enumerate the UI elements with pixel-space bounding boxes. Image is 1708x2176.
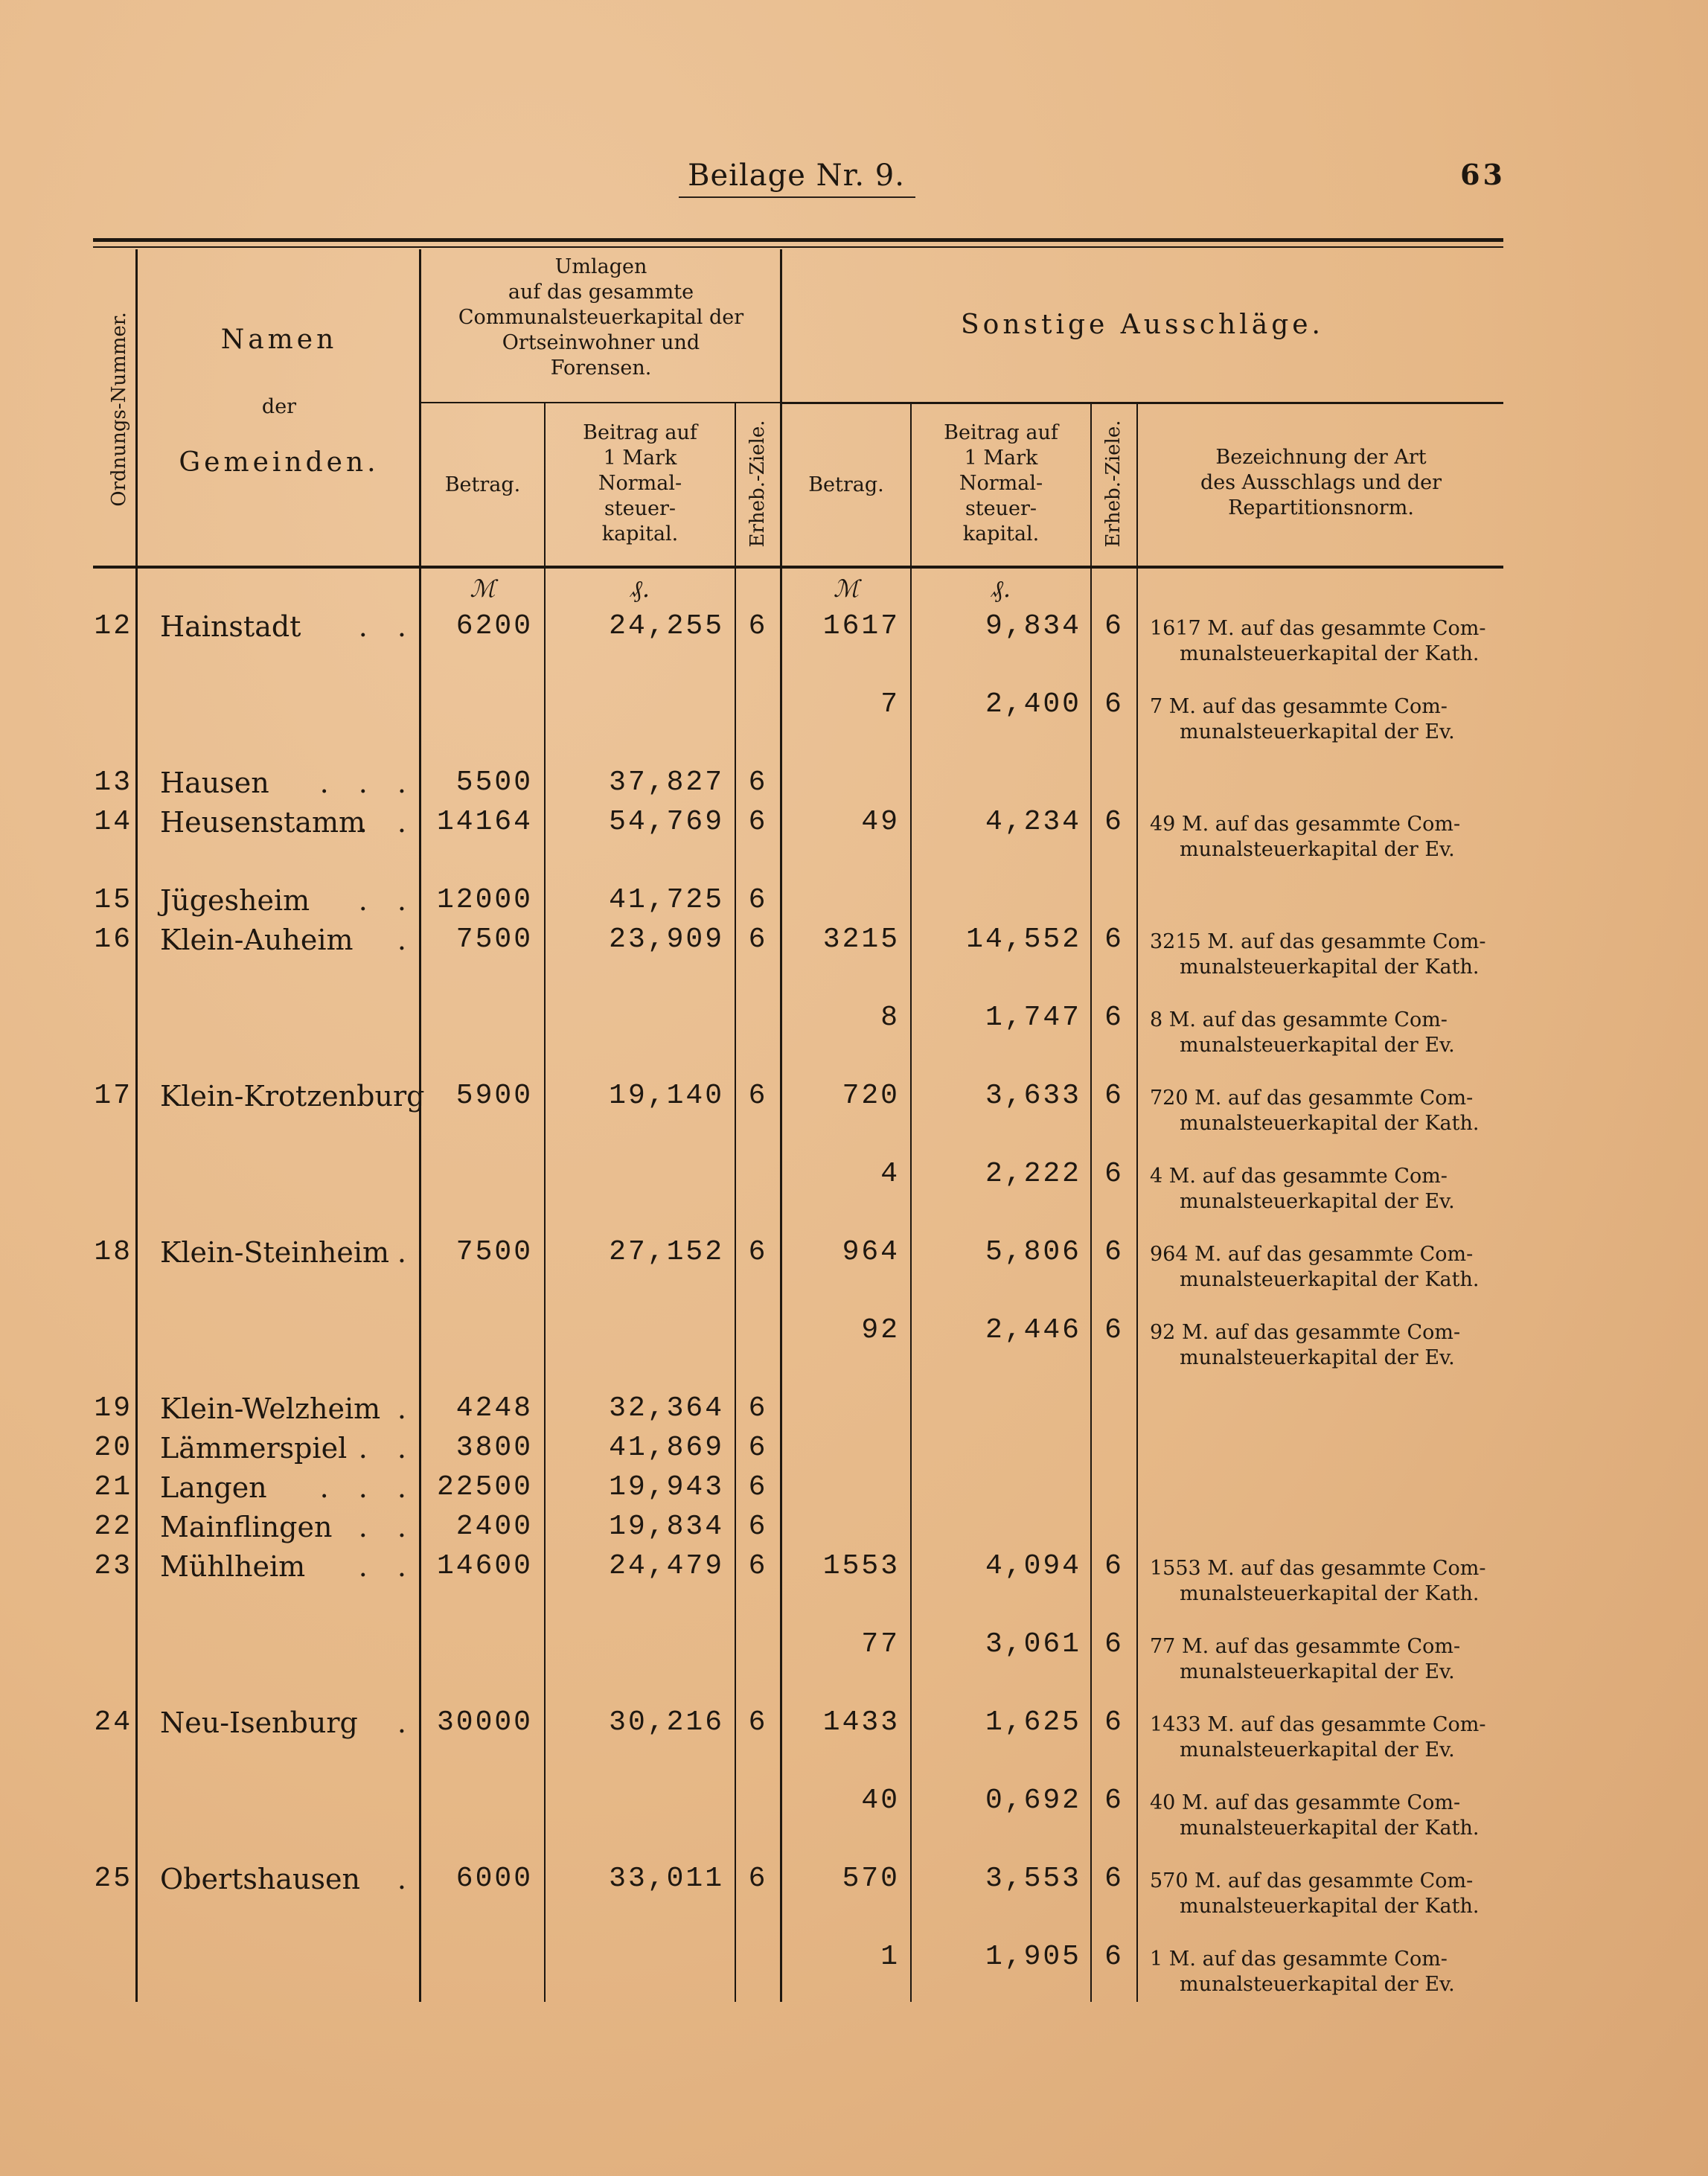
sub-beitrag-right-l1: Beitrag auf <box>944 421 1058 444</box>
description-line-2: munalsteuerkapital der Ev. <box>1180 720 1455 743</box>
sub-beitrag-left-l4: steuer- <box>604 497 677 520</box>
row-number: 25 <box>94 1863 132 1895</box>
community-name: Jügesheim <box>160 884 310 917</box>
description-line-2: munalsteuerkapital der Kath. <box>1180 1112 1480 1135</box>
leader-dots: . . . <box>319 767 417 799</box>
description-line-2: munalsteuerkapital der Kath. <box>1180 1582 1480 1605</box>
description-line-2: munalsteuerkapital der Kath. <box>1180 956 1480 979</box>
umlagen-line4: Ortseinwohner und <box>502 331 700 354</box>
sonstige-beitrag: 1,905 <box>985 1941 1081 1973</box>
sonstige-beitrag: 9,834 <box>985 610 1081 642</box>
umlage-betrag: 14164 <box>436 806 533 838</box>
leader-dots: . . <box>358 1432 417 1465</box>
title-underline <box>679 196 915 198</box>
ausschlag-description <box>1150 1947 1500 1997</box>
umlage-betrag: 6200 <box>455 610 533 642</box>
umlagen-line2: auf das gesammte <box>508 281 694 304</box>
sonstige-betrag: 77 <box>861 1628 900 1660</box>
umlage-beitrag: 19,834 <box>609 1511 724 1543</box>
description-line-1: 1433 M. auf das gesammte Com- <box>1150 1713 1486 1736</box>
sonstige-erheb-ziele: 6 <box>1104 1158 1124 1190</box>
top-rule-thin <box>93 246 1503 248</box>
sonstige-beitrag: 3,553 <box>985 1863 1081 1895</box>
community-name: Mühlheim <box>160 1550 306 1583</box>
sonstige-betrag: 1433 <box>822 1706 900 1738</box>
header-sonstige-group: Sonstige Ausschläge. <box>960 310 1325 340</box>
description-line-2: munalsteuerkapital der Ev. <box>1180 1738 1455 1761</box>
header-names-line1: Namen <box>220 324 338 355</box>
unit-mark-right: ℳ <box>833 575 860 603</box>
description-line-1: 49 M. auf das gesammte Com- <box>1150 813 1461 836</box>
umlage-beitrag: 19,140 <box>609 1080 724 1112</box>
unit-mark-left: ℳ <box>470 575 496 603</box>
description-line-2: munalsteuerkapital der Kath. <box>1180 1817 1480 1840</box>
umlagen-line3: Communalsteuerkapital der <box>458 306 744 329</box>
leader-dots: . <box>397 1392 417 1425</box>
leader-dots: . . . <box>319 1471 417 1504</box>
sonstige-betrag: 7 <box>880 688 900 720</box>
umlage-beitrag: 24,255 <box>609 610 724 642</box>
sonstige-beitrag: 1,747 <box>985 1002 1081 1034</box>
description-line-2: munalsteuerkapital der Ev. <box>1180 1346 1455 1369</box>
community-name: Heusenstamm <box>160 806 366 839</box>
leader-dots: . . <box>358 884 417 917</box>
page-title: Beilage Nr. 9. <box>688 159 905 193</box>
sonstige-betrag: 40 <box>861 1785 900 1817</box>
sonstige-erheb-ziele: 6 <box>1104 1785 1124 1817</box>
umlage-beitrag: 37,827 <box>609 767 724 799</box>
umlage-betrag: 6000 <box>455 1863 533 1895</box>
sub-betrag-left: Betrag. <box>444 473 521 496</box>
umlage-beitrag: 33,011 <box>609 1863 724 1895</box>
row-number: 12 <box>94 610 132 642</box>
umlage-betrag: 5500 <box>455 767 533 799</box>
sonstige-erheb-ziele: 6 <box>1104 1002 1124 1034</box>
ausschlag-description <box>1150 1242 1500 1293</box>
umlage-erheb-ziele: 6 <box>748 1080 768 1112</box>
sonstige-beitrag: 14,552 <box>966 924 1081 956</box>
sub-beitrag-right-l5: kapital. <box>962 522 1040 545</box>
ausschlag-description <box>1150 1869 1500 1919</box>
header-order-number: Ordnungs-Nummer. <box>108 312 130 507</box>
row-number: 19 <box>94 1392 132 1424</box>
umlage-betrag: 14600 <box>436 1550 533 1582</box>
community-name: Lämmerspiel <box>160 1432 348 1465</box>
sonstige-beitrag: 2,400 <box>985 688 1081 720</box>
umlage-beitrag: 41,869 <box>609 1432 724 1464</box>
umlage-betrag: 4248 <box>455 1392 533 1424</box>
sonstige-beitrag: 3,061 <box>985 1628 1081 1660</box>
header-names-line3: Gemeinden. <box>179 447 380 478</box>
leader-dots: . <box>397 1863 417 1895</box>
unit-pf-left: ₰. <box>630 575 650 603</box>
description-line-2: munalsteuerkapital der Ev. <box>1180 1660 1455 1683</box>
umlage-betrag: 2400 <box>455 1511 533 1543</box>
umlagen-line5: Forensen. <box>550 356 652 380</box>
umlage-beitrag: 19,943 <box>609 1471 724 1503</box>
row-number: 21 <box>94 1471 132 1503</box>
sonstige-beitrag: 3,633 <box>985 1080 1081 1112</box>
row-number: 20 <box>94 1432 132 1464</box>
sonstige-betrag: 3215 <box>822 924 900 956</box>
description-line-2: munalsteuerkapital der Ev. <box>1180 1034 1455 1057</box>
sonstige-erheb-ziele: 6 <box>1104 1706 1124 1738</box>
leader-dots: . . <box>358 610 417 643</box>
umlage-beitrag: 24,479 <box>609 1550 724 1582</box>
ausschlag-description <box>1150 1008 1500 1058</box>
description-line-2: munalsteuerkapital der Ev. <box>1180 1190 1455 1213</box>
umlage-erheb-ziele: 6 <box>748 767 768 799</box>
umlage-betrag: 30000 <box>436 1706 533 1738</box>
umlage-beitrag: 30,216 <box>609 1706 724 1738</box>
sonstige-betrag: 4 <box>880 1158 900 1190</box>
description-line-1: 92 M. auf das gesammte Com- <box>1150 1321 1461 1344</box>
ausschlag-description <box>1150 929 1500 980</box>
subheader-rule-right <box>781 402 1503 404</box>
sonstige-beitrag: 1,625 <box>985 1706 1081 1738</box>
community-name: Hausen <box>160 767 269 799</box>
umlage-erheb-ziele: 6 <box>748 1863 768 1895</box>
umlage-betrag: 7500 <box>455 1236 533 1268</box>
row-number: 24 <box>94 1706 132 1738</box>
sonstige-erheb-ziele: 6 <box>1104 1941 1124 1973</box>
description-line-1: 77 M. auf das gesammte Com- <box>1150 1635 1461 1658</box>
sonstige-betrag: 1617 <box>822 610 900 642</box>
community-name: Neu-Isenburg <box>160 1706 358 1739</box>
leader-dots: . . <box>358 1550 417 1583</box>
subheader-rule-left <box>420 402 781 403</box>
sub-beitrag-right-l4: steuer- <box>965 497 1037 520</box>
sonstige-erheb-ziele: 6 <box>1104 688 1124 720</box>
sonstige-beitrag: 4,094 <box>985 1550 1081 1582</box>
row-number: 13 <box>94 767 132 799</box>
row-number: 16 <box>94 924 132 956</box>
description-line-1: 40 M. auf das gesammte Com- <box>1150 1791 1461 1814</box>
sub-beitrag-left-l5: kapital. <box>601 522 679 545</box>
sonstige-betrag: 8 <box>880 1002 900 1034</box>
umlage-erheb-ziele: 6 <box>748 1471 768 1503</box>
description-line-1: 1553 M. auf das gesammte Com- <box>1150 1557 1486 1580</box>
col-line-8 <box>1136 402 1138 2002</box>
row-number: 22 <box>94 1511 132 1543</box>
umlage-erheb-ziele: 6 <box>748 884 768 916</box>
umlage-betrag: 5900 <box>455 1080 533 1112</box>
sonstige-erheb-ziele: 6 <box>1104 806 1124 838</box>
row-number: 17 <box>94 1080 132 1112</box>
community-name: Klein-Krotzenburg <box>160 1080 425 1113</box>
ausschlag-description <box>1150 812 1500 863</box>
umlage-erheb-ziele: 6 <box>748 1236 768 1268</box>
ausschlag-description <box>1150 1712 1500 1763</box>
sub-beitrag-left-l3: Normal- <box>598 472 682 495</box>
leader-dots: . . <box>358 1511 417 1543</box>
sub-bezeichnung-l1: Bezeichnung der Art <box>1215 446 1427 469</box>
sonstige-betrag: 92 <box>861 1314 900 1346</box>
umlage-erheb-ziele: 6 <box>748 1511 768 1543</box>
umlage-beitrag: 41,725 <box>609 884 724 916</box>
umlage-betrag: 3800 <box>455 1432 533 1464</box>
community-name: Klein-Steinheim <box>160 1236 390 1269</box>
sonstige-erheb-ziele: 6 <box>1104 1628 1124 1660</box>
sub-beitrag-right-l2: 1 Mark <box>964 447 1038 470</box>
sonstige-betrag: 720 <box>842 1080 900 1112</box>
sonstige-erheb-ziele: 6 <box>1104 1863 1124 1895</box>
description-line-1: 964 M. auf das gesammte Com- <box>1150 1243 1474 1266</box>
sub-betrag-right: Betrag. <box>808 473 884 496</box>
leader-dots: . <box>397 1236 417 1269</box>
sonstige-betrag: 49 <box>861 806 900 838</box>
sub-beitrag-right-l3: Normal- <box>959 472 1043 495</box>
umlagen-line1: Umlagen <box>554 255 647 278</box>
umlage-erheb-ziele: 6 <box>748 610 768 642</box>
sonstige-beitrag: 4,234 <box>985 806 1081 838</box>
description-line-2: munalsteuerkapital der Ev. <box>1180 1973 1455 1996</box>
umlage-erheb-ziele: 6 <box>748 1550 768 1582</box>
description-line-1: 7 M. auf das gesammte Com- <box>1150 695 1448 718</box>
description-line-1: 3215 M. auf das gesammte Com- <box>1150 930 1486 953</box>
header-bottom-rule <box>93 566 1503 569</box>
ausschlag-description <box>1150 1320 1500 1371</box>
sonstige-betrag: 570 <box>842 1863 900 1895</box>
description-line-2: munalsteuerkapital der Ev. <box>1180 838 1455 861</box>
umlage-erheb-ziele: 6 <box>748 806 768 838</box>
sub-erheb-right: Erheb.-Ziele. <box>1102 420 1125 548</box>
description-line-1: 1 M. auf das gesammte Com- <box>1150 1948 1448 1971</box>
sub-erheb-left: Erheb.-Ziele. <box>746 420 769 548</box>
umlage-beitrag: 27,152 <box>609 1236 724 1268</box>
description-line-1: 1617 M. auf das gesammte Com- <box>1150 617 1486 640</box>
sonstige-erheb-ziele: 6 <box>1104 1550 1124 1582</box>
ausschlag-description <box>1150 1634 1500 1685</box>
sonstige-betrag: 964 <box>842 1236 900 1268</box>
ausschlag-description <box>1150 694 1500 745</box>
row-number: 15 <box>94 884 132 916</box>
ausschlag-description <box>1150 616 1500 667</box>
row-number: 23 <box>94 1550 132 1582</box>
umlage-beitrag: 23,909 <box>609 924 724 956</box>
umlage-beitrag: 32,364 <box>609 1392 724 1424</box>
community-name: Langen <box>160 1471 267 1504</box>
sonstige-erheb-ziele: 6 <box>1104 924 1124 956</box>
description-line-2: munalsteuerkapital der Kath. <box>1180 1895 1480 1918</box>
row-number: 18 <box>94 1236 132 1268</box>
sonstige-beitrag: 2,446 <box>985 1314 1081 1346</box>
sonstige-erheb-ziele: 6 <box>1104 1314 1124 1346</box>
community-name: Mainflingen <box>160 1511 333 1543</box>
unit-pf-right: ₰. <box>991 575 1011 603</box>
col-line-5 <box>780 249 782 2002</box>
header-names-line2: der <box>261 395 297 418</box>
col-line-2 <box>419 249 421 2002</box>
umlage-betrag: 7500 <box>455 924 533 956</box>
top-rule-thick <box>93 238 1503 242</box>
leader-dots: . <box>397 924 417 956</box>
umlage-erheb-ziele: 6 <box>748 1432 768 1464</box>
community-name: Hainstadt <box>160 610 301 643</box>
row-number: 14 <box>94 806 132 838</box>
sub-beitrag-left-l1: Beitrag auf <box>583 421 697 444</box>
umlage-betrag: 22500 <box>436 1471 533 1503</box>
sonstige-beitrag: 2,222 <box>985 1158 1081 1190</box>
sonstige-betrag: 1553 <box>822 1550 900 1582</box>
umlage-betrag: 12000 <box>436 884 533 916</box>
sonstige-erheb-ziele: 6 <box>1104 610 1124 642</box>
page-number: 63 <box>1460 158 1506 191</box>
page-header <box>0 0 1708 201</box>
community-name: Klein-Auheim <box>160 924 354 956</box>
umlage-erheb-ziele: 6 <box>748 1392 768 1424</box>
community-name: Klein-Welzheim <box>160 1392 381 1425</box>
sub-bezeichnung-l3: Repartitionsnorm. <box>1228 496 1414 519</box>
description-line-2: munalsteuerkapital der Kath. <box>1180 1268 1480 1291</box>
umlage-erheb-ziele: 6 <box>748 1706 768 1738</box>
col-line-1 <box>135 249 138 2002</box>
ausschlag-description <box>1150 1556 1500 1607</box>
ausschlag-description <box>1150 1086 1500 1136</box>
community-name: Obertshausen <box>160 1863 360 1895</box>
description-line-2: munalsteuerkapital der Kath. <box>1180 642 1480 665</box>
sonstige-beitrag: 0,692 <box>985 1785 1081 1817</box>
umlage-erheb-ziele: 6 <box>748 924 768 956</box>
sonstige-beitrag: 5,806 <box>985 1236 1081 1268</box>
sonstige-erheb-ziele: 6 <box>1104 1080 1124 1112</box>
description-line-1: 4 M. auf das gesammte Com- <box>1150 1165 1448 1188</box>
sonstige-betrag: 1 <box>880 1941 900 1973</box>
sub-bezeichnung-l2: des Ausschlags und der <box>1200 471 1442 494</box>
ausschlag-description <box>1150 1791 1500 1841</box>
description-line-1: 570 M. auf das gesammte Com- <box>1150 1869 1474 1892</box>
umlage-beitrag: 54,769 <box>609 806 724 838</box>
description-line-1: 8 M. auf das gesammte Com- <box>1150 1008 1448 1031</box>
sub-beitrag-left-l2: 1 Mark <box>603 447 677 470</box>
ausschlag-description <box>1150 1164 1500 1215</box>
sonstige-erheb-ziele: 6 <box>1104 1236 1124 1268</box>
leader-dots: . <box>397 1706 417 1739</box>
leader-dots: . . <box>358 806 417 839</box>
description-line-1: 720 M. auf das gesammte Com- <box>1150 1087 1474 1110</box>
